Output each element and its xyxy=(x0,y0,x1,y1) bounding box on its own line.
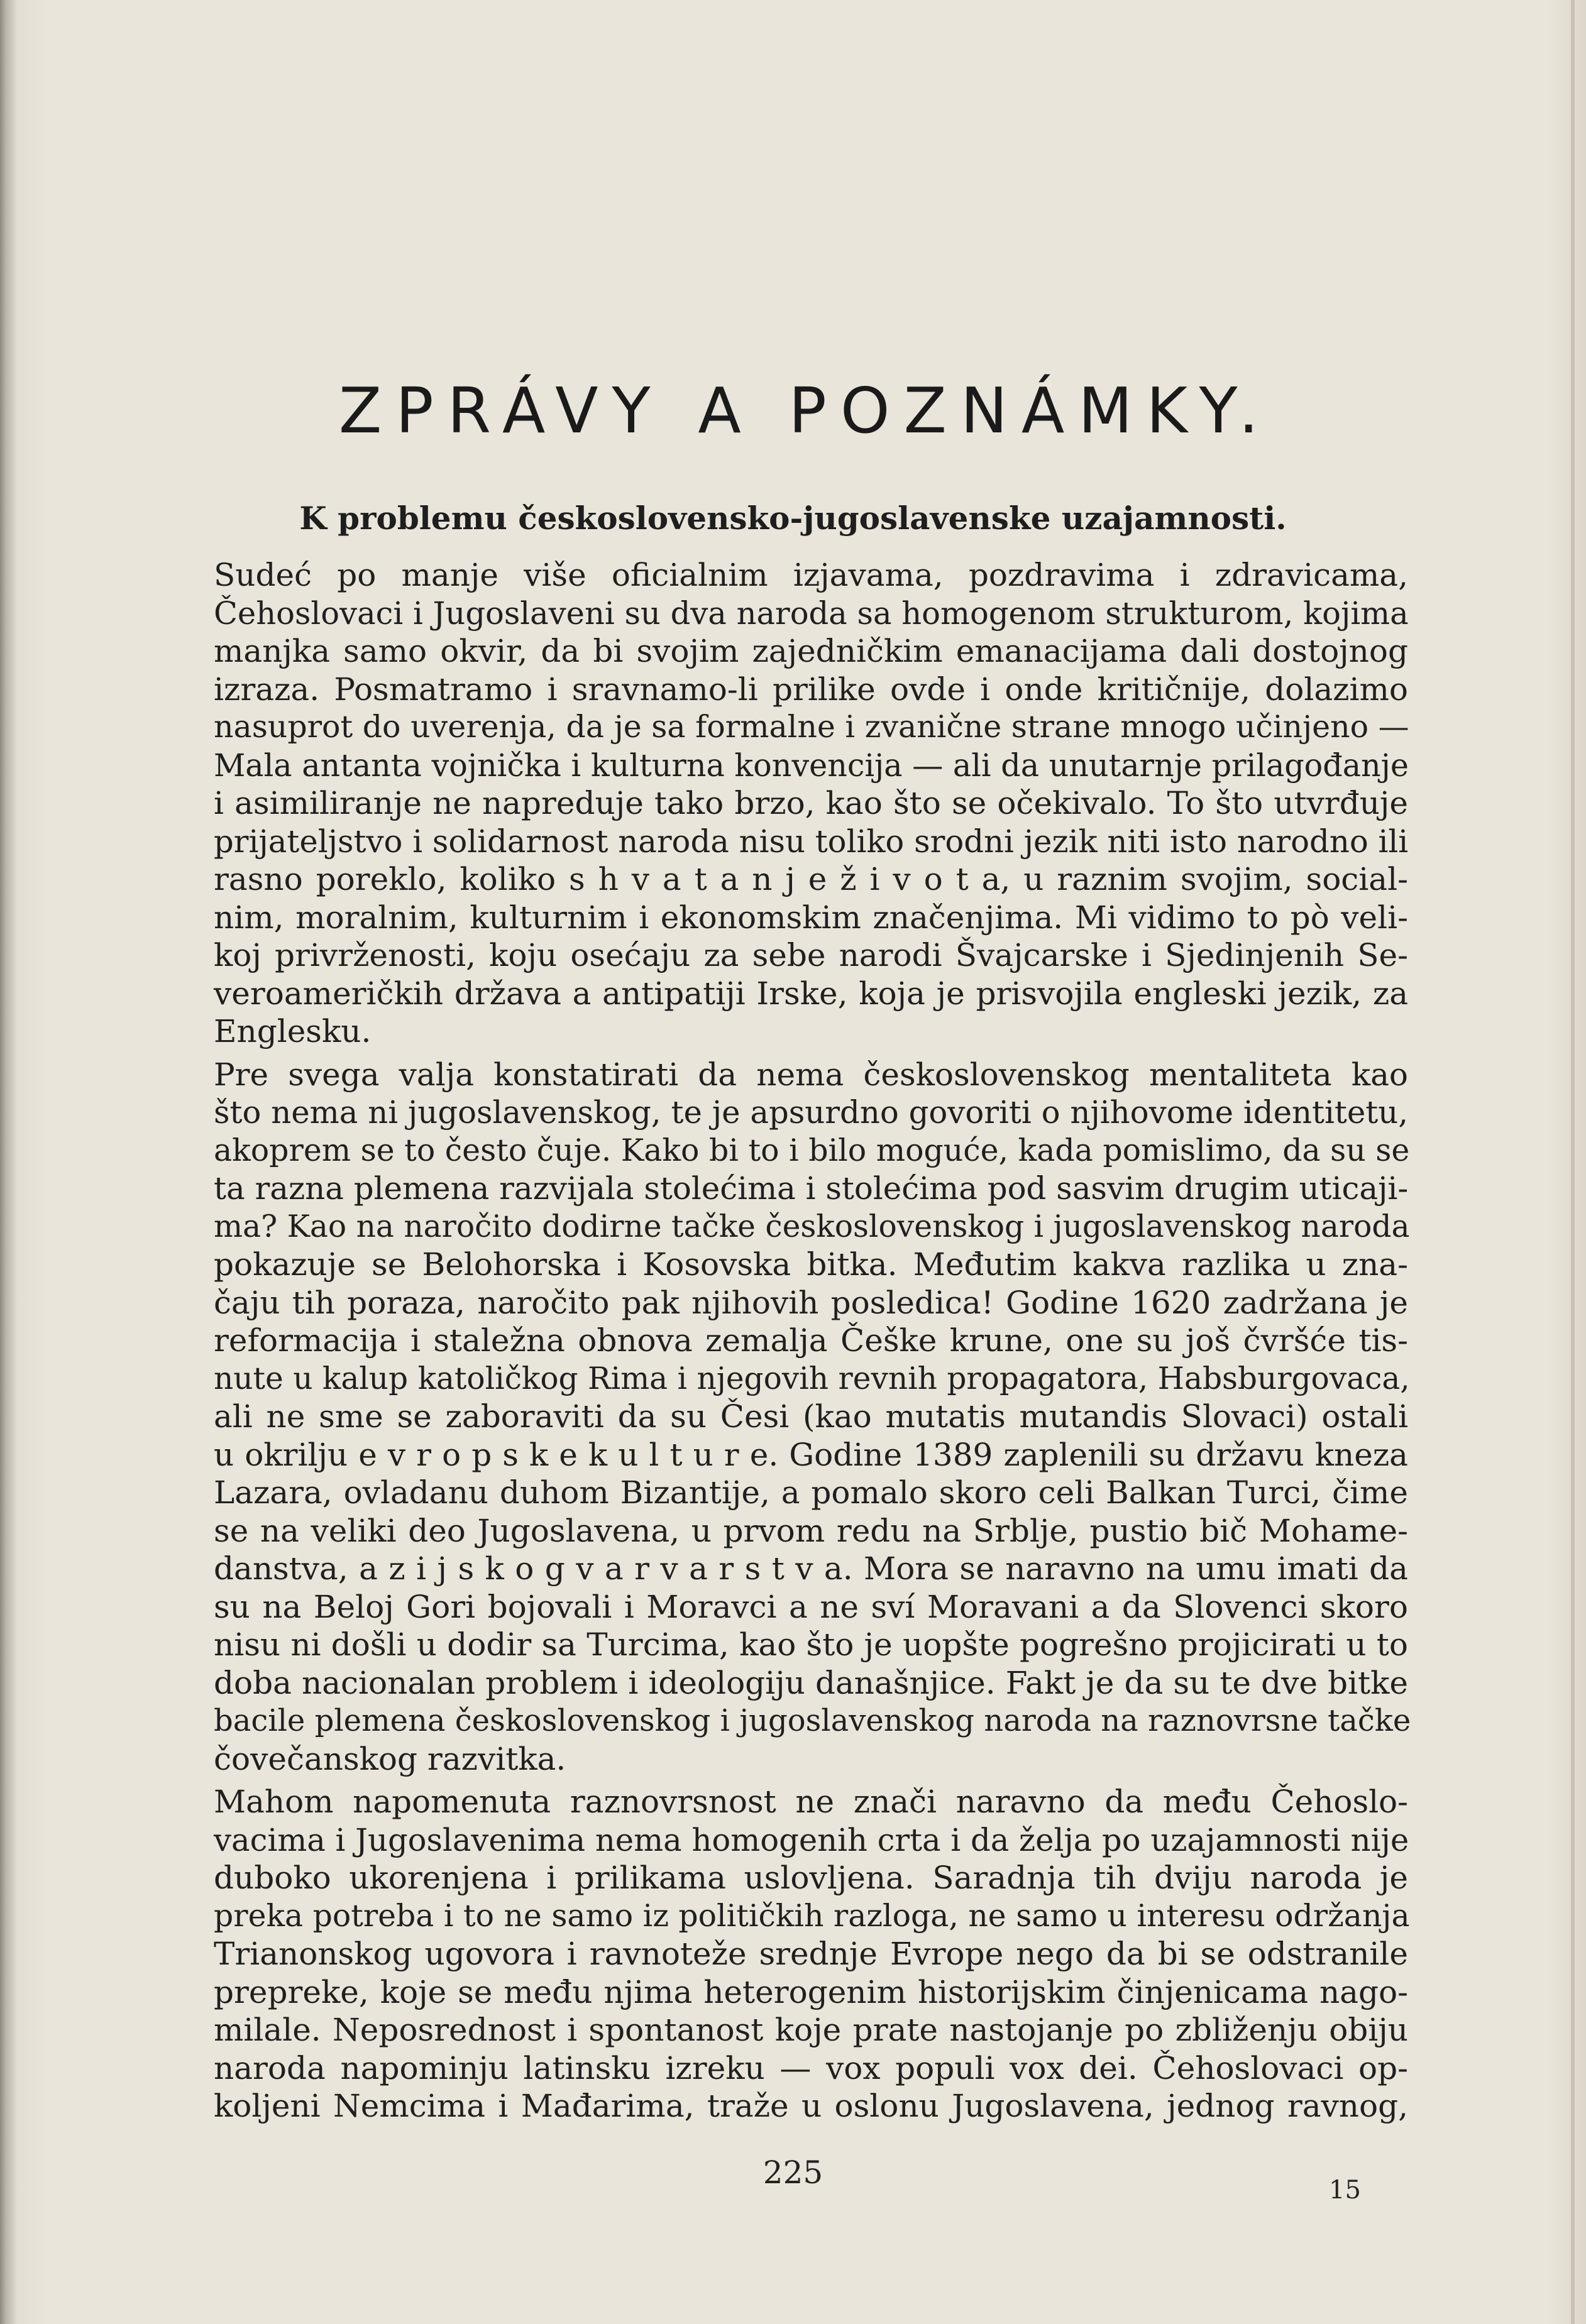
text-line: se na veliki deo Jugoslavena, u prvom redu na Srblje, pustio bič Mohame- xyxy=(214,1512,1408,1549)
text-line: pokazuje se Belohorska i Kosovska bitka. Međutim kakva razlika u zna- xyxy=(214,1246,1408,1283)
section-heading: ZPRÁVY A POZNÁMKY. xyxy=(338,374,1273,447)
text-line: koljeni Nemcima i Mađarima, traže u oslonu Jugoslavena, jednog ravnog, xyxy=(214,2088,1408,2124)
text-line: ta razna plemena razvijala stolećima i stolećima pod sasvim drugim uticaji- xyxy=(214,1170,1409,1207)
text-line: prepreke, koje se među njima heterogenim historijskim činjenicama nago- xyxy=(214,1973,1408,2010)
text-line: nim, moralnim, kulturnim i ekonomskim značenjima. Mi vidimo to pò veli- xyxy=(214,899,1408,936)
text-line: milale. Neposrednost i spontanost koje prate nastojanje po zbliženju obiju xyxy=(214,2012,1408,2048)
text-line: Mahom napomenuta raznovrsnost ne znači naravno da među Čehoslo- xyxy=(214,1784,1408,1820)
text-line: nisu ni došli u dodir sa Turcima, kao što je uopšte pogrešno projicirati u to xyxy=(214,1626,1408,1663)
text-line: koj privrženosti, koju osećaju za sebe narodi Švajcarske i Sjedinjenih Se- xyxy=(214,937,1408,973)
text-line: veroameričkih država a antipatiji Irske, koja je prisvojila engleski jezik, za xyxy=(214,975,1408,1012)
text-line: nasuprot do uverenja, da je sa formalne i zvanične strane mnogo učinjeno — xyxy=(214,709,1409,745)
text-line: Lazara, ovladanu duhom Bizantije, a pomalo skoro celi Balkan Turci, čime xyxy=(214,1474,1408,1511)
text-line: duboko ukorenjena i prilikama uslovljena. Saradnja tih dviju naroda je xyxy=(214,1860,1408,1896)
text-line: naroda napominju latinsku izreku — vox populi vox dei. Čehoslovaci op- xyxy=(214,2049,1408,2086)
page-number: 225 xyxy=(763,2154,823,2191)
text-line: akoprem se to često čuje. Kako bi to i bilo moguće, kada pomislimo, da su se xyxy=(214,1132,1410,1168)
text-line: čaju tih poraza, naročito pak njihovih posledica! Godine 1620 zadržana je xyxy=(214,1284,1408,1321)
text-line: su na Beloj Gori bojovali i Moravci a ne sví Moravani a da Slovenci skoro xyxy=(214,1588,1408,1625)
signature-mark: 15 xyxy=(1329,2176,1361,2205)
text-line: danstva, a z i j s k o g v a r v a r s t v a. Mora se naravno na umu imati da xyxy=(214,1550,1408,1587)
text-line: čovečanskog razvitka. xyxy=(214,1740,566,1777)
text-line: što nema ni jugoslavenskog, te je apsurdno govoriti o njihovome identitetu, xyxy=(214,1094,1408,1131)
article-title: K problemu československo-jugoslavenske uzajamnosti. xyxy=(299,500,1287,537)
paragraph-3 xyxy=(140,1783,1408,2125)
text-line: ma? Kao na naročito dodirne tačke československog i jugoslavenskog naroda xyxy=(214,1209,1410,1244)
text-line: vacima i Jugoslavenima nema homogenih crta i da želja po uzajamnosti nije xyxy=(214,1821,1409,1858)
article-body xyxy=(140,556,1411,2125)
text-line: ali ne sme se zaboraviti da su Česi (kao mutatis mutandis Slovaci) ostali xyxy=(214,1398,1408,1435)
text-line: doba nacionalan problem i ideologiju današnjice. Fakt je da su te dve bitke xyxy=(214,1664,1408,1701)
text-line: Pre svega valja konstatirati da nema československog mentaliteta kao xyxy=(214,1056,1408,1093)
text-line: Englesku. xyxy=(214,1013,372,1050)
text-line: u okrilju e v r o p s k e k u l t u r e. Godine 1389 zaplenili su državu kneza xyxy=(214,1436,1408,1473)
text-line: rasno poreklo, koliko s h v a t a n j e ž i v o t a, u raznim svojim, social- xyxy=(214,861,1408,897)
text-line: bacile plemena československog i jugoslavenskog naroda na raznovrsne tačke xyxy=(214,1703,1411,1738)
text-line: Čehoslovaci i Jugoslaveni su dva naroda sa homogenom strukturom, kojima xyxy=(214,595,1409,632)
text-line: Mala antanta vojnička i kulturna konvencija — ali da unutarnje prilagođanje xyxy=(214,747,1409,784)
text-line: reformacija i staležna obnova zemalja Češke krune, one su još čvršće tis- xyxy=(214,1322,1408,1359)
paragraph-2 xyxy=(140,1056,1411,1779)
text-line: izraza. Posmatramo i sravnamo-li prilike ovde i onde kritičnije, dolazimo xyxy=(214,671,1408,708)
binding-shadow xyxy=(0,0,16,2324)
page-edge xyxy=(1571,0,1575,2324)
text-line: preka potreba i to ne samo iz političkih razloga, ne samo u interesu održanja xyxy=(214,1897,1410,1934)
text-line: manjka samo okvir, da bi svojim zajedničkim emanacijama dali dostojnog xyxy=(214,633,1408,669)
text-line: Sudeć po manje više oficialnim izjavama, pozdravima i zdravicama, xyxy=(214,557,1408,593)
text-line: Trianonskog ugovora i ravnoteže srednje Evrope nego da bi se odstranile xyxy=(214,1936,1408,1972)
text-line: i asimiliranje ne napreduje tako brzo, kao što se očekivalo. To što utvrđuje xyxy=(214,785,1408,821)
text-line: prijateljstvo i solidarnost naroda nisu toliko srodni jezik niti isto narodno ili xyxy=(214,823,1409,860)
text-line: nute u kalup katoličkog Rima i njegovih revnih propagatora, Habsburgovaca, xyxy=(214,1361,1410,1396)
paragraph-1 xyxy=(140,556,1408,1051)
